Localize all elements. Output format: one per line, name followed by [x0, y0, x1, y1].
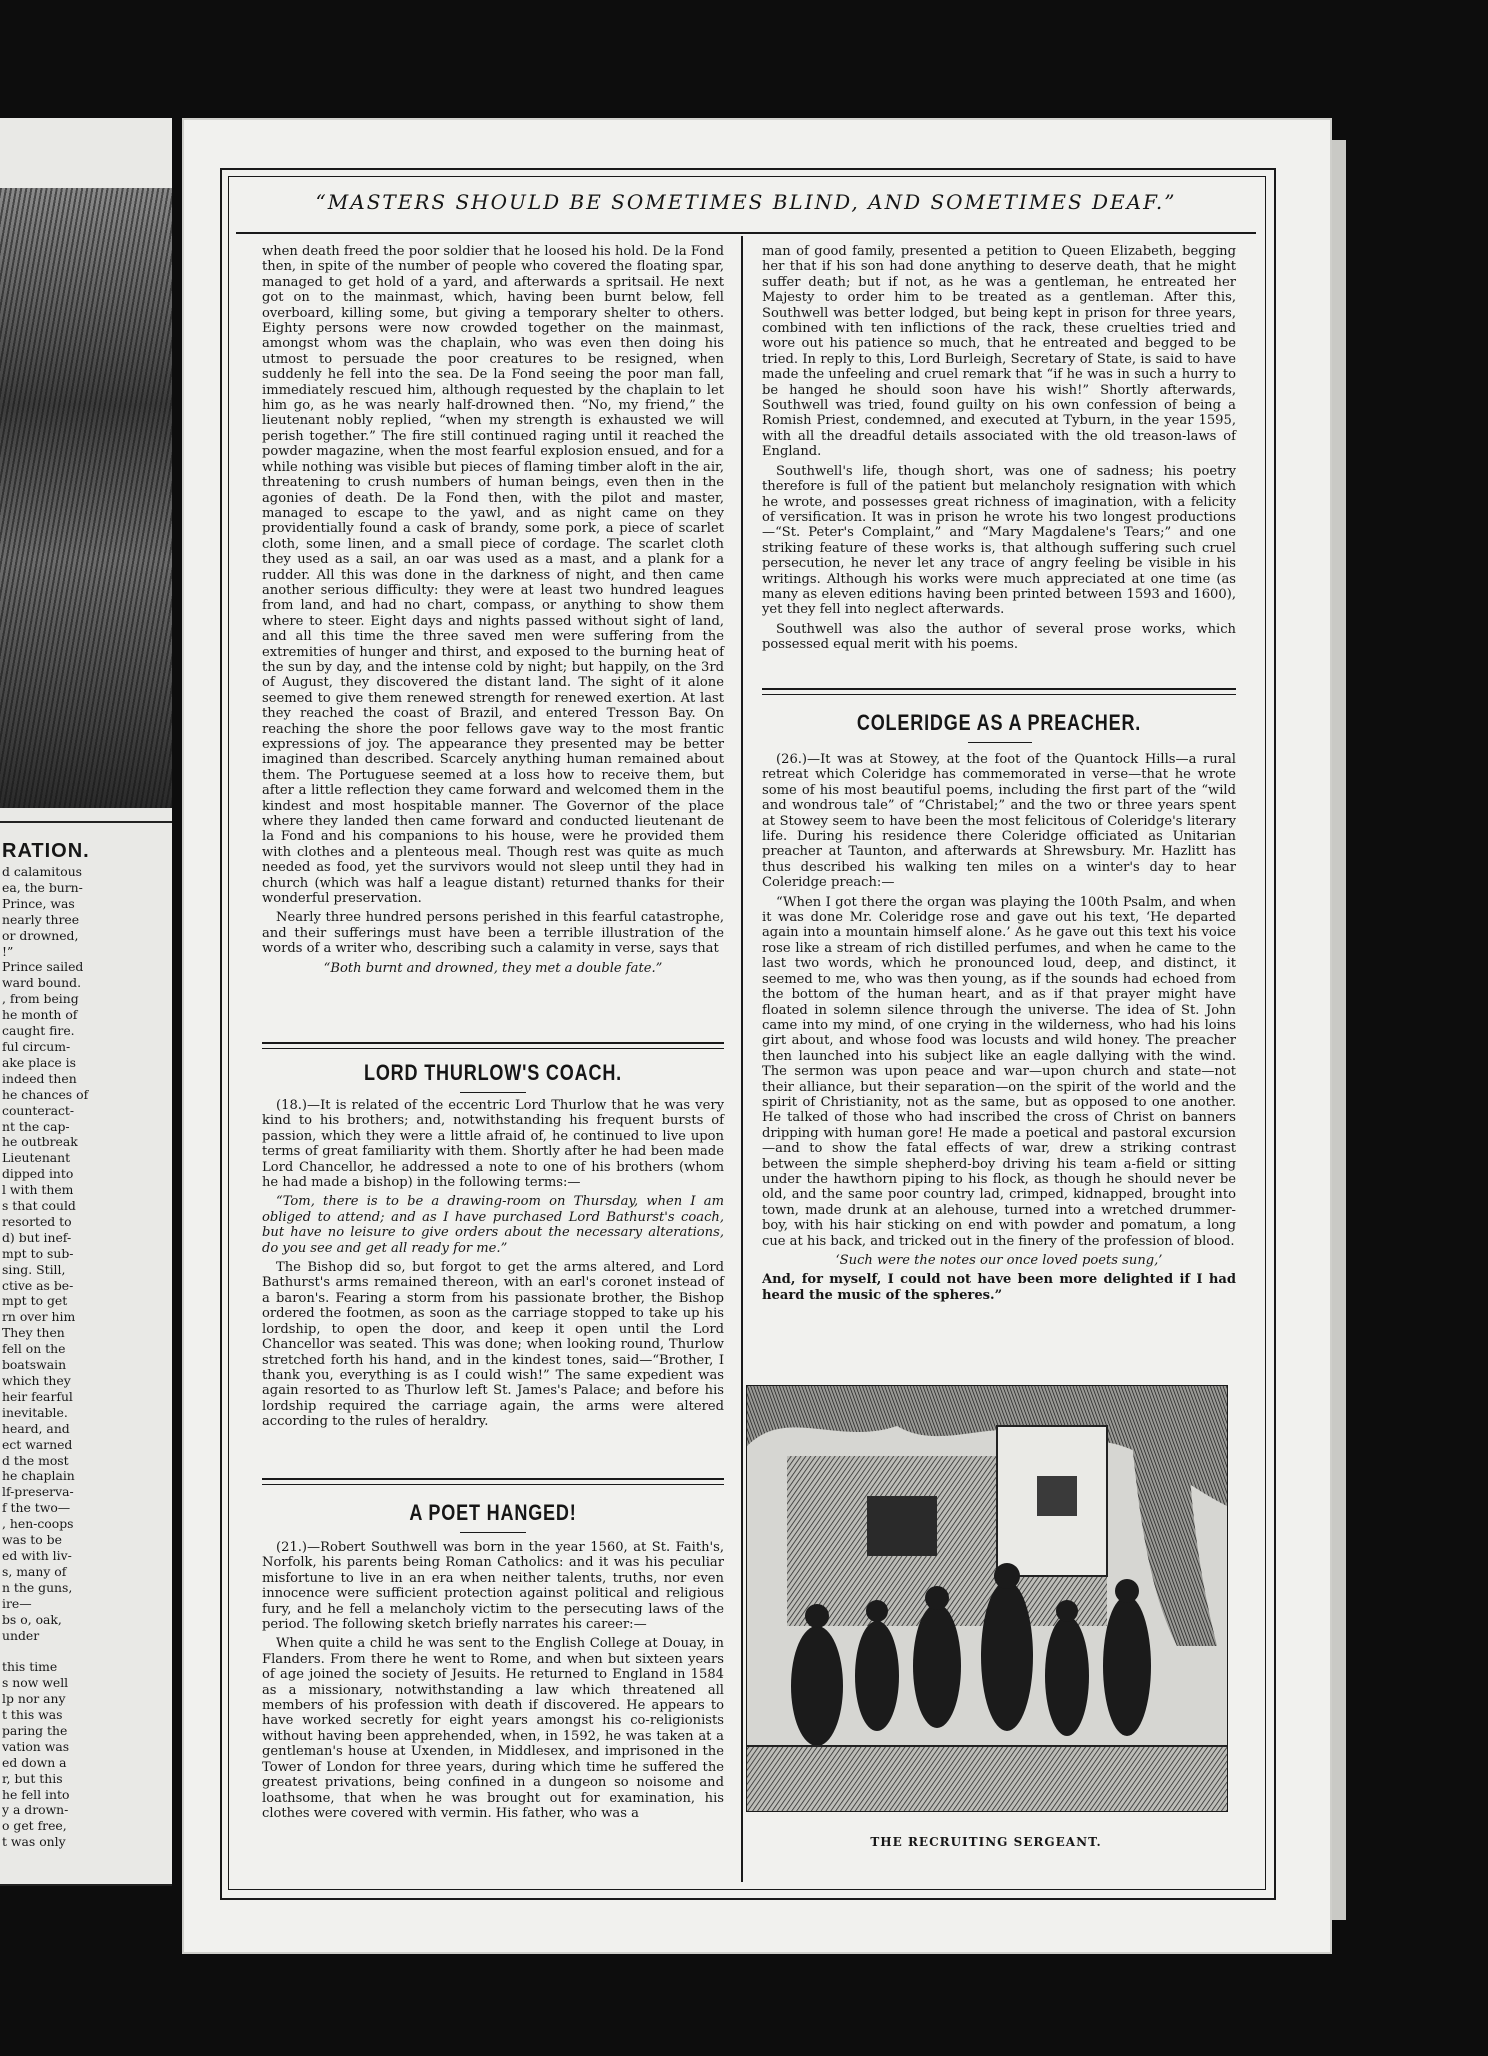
- left-facing-page: [0, 118, 172, 1886]
- left-page-line: y a drown-: [2, 1802, 69, 1818]
- section-rule: [262, 1042, 724, 1049]
- left-page-line: heard, and: [2, 1420, 70, 1436]
- left-page-line: lf-preserva-: [2, 1484, 74, 1500]
- left-page-line: s that could: [2, 1198, 76, 1214]
- image-caption: THE RECRUITING SERGEANT.: [870, 1835, 1102, 1849]
- title-underline: [968, 742, 1032, 743]
- left-page-line: sing. Still,: [2, 1261, 66, 1277]
- left-page-line: heir fearful: [2, 1388, 73, 1404]
- left-page-line: ward bound.: [2, 975, 82, 991]
- left-page-line: counteract-: [2, 1102, 75, 1118]
- poet-paragraph-3: Southwell's life, though short, was one of sadness; his poetry therefore is full of the patient but melancholy resignation with which he wrote, and possesses great richness of imagination, with a felicity of versification. It was in prison he wrote his two longest productions—“St. Peter's Complaint,” and “Mary Magdalene's Tears;” and one striking feature of these works is, that although suffering such cruel persecution, he never let any trace of angry feeling be visible in his writings. Although his works were much appreciated at one time (as many as eleven editions having been printed between 1593 and 1600), yet they fell into neglect afterwards.: [762, 463, 1236, 618]
- left-page-line: d the most: [2, 1452, 69, 1468]
- left-page-line: [2, 1643, 168, 1659]
- left-page-line: he outbreak: [2, 1134, 78, 1150]
- left-page-line: , hen-coops: [2, 1516, 74, 1532]
- left-page-line: Prince, was: [2, 895, 75, 911]
- masthead-rule: [236, 232, 1256, 234]
- coleridge-paragraph-1: (26.)—It was at Stowey, at the foot of the Quantock Hills—a rural retreat which Coleridge has commemorated in verse—that he wrote some of his most beautiful poems, including the first part of the “wild and wondrous tale” of “Christabel;” and the two or three years spent at Stowey seem to have been the most felicitous of Coleridge's literary life. During his residence there Coleridge officiated as Unitarian preacher at Taunton, and afterwards at Shrewsbury. Mr. Hazlitt has thus described his walking ten miles on a winter's day to hear Coleridge preach:—: [762, 752, 1236, 891]
- thurlow-article: [262, 1098, 724, 1434]
- story-paragraph-2: Nearly three hundred persons perished in this fearful catastrophe, and their sufferings must have been a terrible illustration of the words of a writer who, describing such a calamity in verse, says that: [262, 910, 724, 957]
- left-page-line: d calamitous: [2, 864, 83, 879]
- left-page-line: ea, the burn-: [2, 879, 83, 895]
- left-page-line: f the two—: [2, 1500, 71, 1516]
- left-page-line: n the guns,: [2, 1579, 73, 1595]
- left-page-line: he fell into: [2, 1786, 70, 1802]
- left-page-line: Lieutenant: [2, 1150, 71, 1166]
- left-page-line: rn over him: [2, 1309, 76, 1325]
- left-page-line: caught fire.: [2, 1023, 75, 1039]
- left-page-line: They then: [2, 1325, 65, 1341]
- masthead: “MASTERS SHOULD BE SOMETIMES BLIND, AND SOMETIMES DEAF.”: [315, 190, 1177, 214]
- left-page-line: s, many of: [2, 1563, 67, 1579]
- thurlow-paragraph-1: (18.)—It is related of the eccentric Lord Thurlow that he was very kind to his brothers; and, notwithstanding his frequent bursts of passion, which they were a little afraid of, he continued to live upon terms of great familiarity with them. Shortly after he had been made Lord Chancellor, he addressed a note to one of his brothers (whom he had made a bishop) in the following terms:—: [262, 1098, 724, 1191]
- left-page-rule: [0, 821, 172, 823]
- left-page-line: dipped into: [2, 1166, 74, 1182]
- poet-paragraph-1: (21.)—Robert Southwell was born in the year 1560, at St. Faith's, Norfolk, his parents being Roman Catholics: and it was his peculiar misfortune to live in an era when neither talents, truths, nor even innocence were sufficient protection against political and religious fury, and he fell a melancholy victim to the persecuting laws of the period. The following sketch briefly narrates his career:—: [262, 1540, 724, 1633]
- title-underline: [460, 1532, 526, 1533]
- left-page-line: s now well: [2, 1675, 69, 1691]
- left-page-line: ful circum-: [2, 1038, 71, 1054]
- poet-continued-paragraph: man of good family, presented a petition to Queen Elizabeth, begging her that if his son had done anything to deserve death, that he might suffer death; but if not, as he was a gentleman, he entreated her Majesty to order him to be treated as a gentleman. After this, Southwell was better lodged, but being kept in prison for three years, combined with ten inflictions of the rack, these cruelties tried and wore out his patience so much, that he entreated and begged to be tried. In reply to this, Lord Burleigh, Secretary of State, is said to have made the unfeeling and cruel remark that “if he was in such a hurry to be hanged he should soon have his wish!” Shortly afterwards, Southwell was tried, found guilty on his own confession of being a Romish Priest, condemned, and executed at Tyburn, in the year 1595, with all the dreadful details associated with the old treason-laws of England.: [762, 244, 1236, 460]
- left-page-line: ed down a: [2, 1754, 67, 1770]
- left-page-line: indeed then: [2, 1070, 77, 1086]
- left-page-line: ire—: [2, 1595, 32, 1611]
- story-paragraph-1: when death freed the poor soldier that he loosed his hold. De la Fond then, in spite of the number of people who covered the floating spar, managed to get hold of a yard, and afterwards a spritsail. He next got on to the mainmast, which, having been burnt below, fell overboard, killing some, but giving a temporary shelter to others. Eighty persons were now crowded together on the mainmast, amongst whom was the chaplain, who was even then doing his utmost to persuade the poor creatures to be resigned, when suddenly he fell into the sea. De la Fond seeing the poor man fall, immediately rescued him, although requested by the chaplain to let him go, as he was nearly half-drowned then. “No, my friend,” the lieutenant nobly replied, “when my strength is exhausted we will perish together.” The fire still continued raging until it reached the powder magazine, when the most fearful explosion ensued, and for a while nothing was visible but pieces of flaming timber aloft in the air, threatening to crush numbers of human beings, even then in the agonies of death. De la Fond then, with the pilot and master, managed to escape to the yawl, and as night came on they providentially found a cask of brandy, some pork, a piece of scarlet cloth, some linen, and a small piece of cordage. The scarlet cloth they used as a sail, an oar was used as a mast, and a plank for a rudder. All this was done in the darkness of night, and then came another serious difficulty: they were at least two hundred leagues from land, and had no chart, compass, or anything to show them where to steer. Eight days and nights passed without sight of land, and all this time the three saved men were suffering from the extremities of hunger and thirst, and exposed to the burning heat of the sun by day, and the intense cold by night; but happily, on the 3rd of August, they discovered the distant land. The sight of it alone seemed to give them renewed strength for renewed exertion. At last they reached the coast of Brazil, and entered Tresson Bay. On reaching the shore the poor fellows gave way to the most frantic expressions of joy. The appearance they presented may be better imagined than described. Scarcely anything human remained about them. The Portuguese seemed at a loss how to receive them, but after a little reflection they came forward and welcomed them in the kindest and most hospitable manner. The Governor of the place where they landed then came forward and conducted lieutenant de la Fond and his companions to his house, were he provided them with clothes and a plenteous meal. Though rest was quite as much needed as food, yet the survivors would not sleep until they had in church (which was half a league distant) returned thanks for their wonderful preservation.: [262, 244, 724, 907]
- left-page-line: he chances of: [2, 1086, 89, 1102]
- left-page-line: he chaplain: [2, 1468, 75, 1484]
- left-page-line: vation was: [2, 1738, 70, 1754]
- left-page-line: bs o, oak,: [2, 1611, 62, 1627]
- left-page-line: he month of: [2, 1007, 78, 1023]
- thurlow-quote: “Tom, there is to be a drawing-room on Thursday, when I am obliged to attend; and as I have purchased Lord Bathurst's coach, but have no leisure to give orders about the necessary alterations, do you see and get all ready for me.”: [262, 1194, 724, 1256]
- thurlow-paragraph-2: The Bishop did so, but forgot to get the arms altered, and Lord Bathurst's arms remained thereon, with an earl's coronet instead of a baron's. Fearing a storm from his passionate brother, the Bishop ordered the footmen, as soon as the carriage stopped to take up his lordship, to open the door, and keep it open until the Lord Chancellor was seated. This was done; when looking round, Thurlow stretched forth his hand, and in the kindest tones, said—“Brother, I thank you, everything is as I could wish!” The same expedient was again resorted to as Thurlow left St. James's Palace; and before his lordship required the carriage again, the arms were altered according to the rules of heraldry.: [262, 1260, 724, 1430]
- left-page-line: Prince sailed: [2, 959, 84, 975]
- left-page-line: which they: [2, 1373, 71, 1388]
- left-page-line: mpt to sub-: [2, 1245, 74, 1261]
- left-page-bottom-rule: [0, 1884, 172, 1886]
- left-page-line: nt the cap-: [2, 1118, 70, 1134]
- left-page-line: ctive as be-: [2, 1277, 74, 1293]
- section-rule: [762, 688, 1236, 695]
- left-page-line: fell on the: [2, 1341, 66, 1357]
- recruiting-sergeant-engraving: [746, 1385, 1228, 1812]
- story-quote: “Both burnt and drowned, they met a double fate.”: [323, 960, 663, 976]
- left-page-line: paring the: [2, 1722, 68, 1738]
- left-page-line: !”: [2, 943, 14, 959]
- left-page-text: [2, 864, 168, 1850]
- left-page-heading: RATION.: [2, 840, 90, 862]
- title-underline: [460, 1092, 526, 1093]
- left-page-line: nearly three: [2, 911, 80, 927]
- left-page-line: was to be: [2, 1532, 62, 1548]
- left-page-line: or drowned,: [2, 927, 79, 943]
- poet-continuation: [762, 244, 1236, 657]
- left-page-line: inevitable.: [2, 1404, 68, 1420]
- poet-paragraph-2: When quite a child he was sent to the English College at Douay, in Flanders. From there he went to Rome, and when but sixteen years of age joined the society of Jesuits. He returned to England in 1584 as a missionary, notwithstanding a law which threatened all members of his profession with death if discovered. He appears to have worked secretly for eight years amongst his co-religionists without having been apprehended, when, in 1592, he was taken at a gentleman's house at Uxenden, in Middlesex, and imprisoned in the Tower of London for three years, during which time he suffered the greatest privations, being confined in a dungeon so noisome and loathsome, that when he was brought out for examination, his clothes were covered with vermin. His father, who was a: [262, 1636, 724, 1821]
- poet-article: [262, 1540, 724, 1825]
- story-continuation: [262, 244, 724, 980]
- left-page-line: o get free,: [2, 1818, 67, 1834]
- coleridge-article: [762, 752, 1236, 1307]
- left-page-line: , from being: [2, 991, 79, 1007]
- left-page-line: r, but this: [2, 1770, 63, 1786]
- left-page-line: ect warned: [2, 1436, 73, 1452]
- left-page-line: ed with liv-: [2, 1547, 72, 1563]
- left-page-line: ake place is: [2, 1054, 76, 1070]
- engraving-illustration: [747, 1386, 1227, 1811]
- section-rule: [262, 1478, 724, 1485]
- left-page-line: under: [2, 1627, 40, 1643]
- page-edge: [1332, 140, 1346, 1920]
- left-page-line: t was only: [2, 1834, 66, 1850]
- left-page-line: this time: [2, 1659, 58, 1675]
- left-page-line: mpt to get: [2, 1293, 68, 1309]
- left-page-line: lp nor any: [2, 1691, 66, 1707]
- left-page-line: d) but inef-: [2, 1229, 72, 1245]
- coleridge-quote: ‘Such were the notes our once loved poets sung,’: [835, 1253, 1163, 1268]
- column-divider: [741, 236, 743, 1882]
- left-page-line: t this was: [2, 1707, 63, 1723]
- left-page-engraving: [0, 188, 172, 808]
- coleridge-title: COLERIDGE AS A PREACHER.: [856, 710, 1142, 735]
- coleridge-paragraph-3: And, for myself, I could not have been more delighted if I had heard the music of the spheres.”: [762, 1272, 1236, 1303]
- coleridge-paragraph-2: “When I got there the organ was playing the 100th Psalm, and when it was done Mr. Coleridge rose and gave out his text, ‘He departed again into a mountain himself alone.’ As he gave out this text his voice rose like a stream of rich distilled perfumes, and when he came to the last two words, which he pronounced loud, deep, and distinct, it seemed to me, who was then young, as if the sounds had echoed from the bottom of the human heart, and as if that prayer might have floated in solemn silence through the universe. The idea of St. John came into my mind, of one crying in the wilderness, who had his loins girt about, and whose food was locusts and wild honey. The preacher then launched into his subject like an eagle dallying with the wind. The sermon was upon peace and war—upon church and state—not their alliance, but their separation—on the spirit of the world and the spirit of Christianity, not as the same, but as opposed to one another. He talked of those who had inscribed the cross of Christ on banners dripping with human gore! He made a poetical and pastoral excursion—and to show the fatal effects of war, drew a striking contrast between the simple shepherd-boy driving his team a-field or sitting under the hawthorn piping to his flock, as though he should never be old, and the same poor country lad, crimped, kidnapped, brought into town, made drunk at an alehouse, turned into a wretched drummer-boy, with his hair sticking on end with powder and pomatum, a long cue at his back, and tricked out in the finery of the profession of blood.: [762, 894, 1236, 1249]
- thurlow-title: LORD THURLOW'S COACH.: [363, 1060, 623, 1085]
- poet-title: A POET HANGED!: [409, 1500, 577, 1525]
- left-page-line: resorted to: [2, 1213, 72, 1229]
- left-page-line: l with them: [2, 1182, 74, 1198]
- poet-paragraph-4: Southwell was also the author of several prose works, which possessed equal merit with his poems.: [762, 621, 1236, 653]
- left-page-line: boatswain: [2, 1357, 67, 1373]
